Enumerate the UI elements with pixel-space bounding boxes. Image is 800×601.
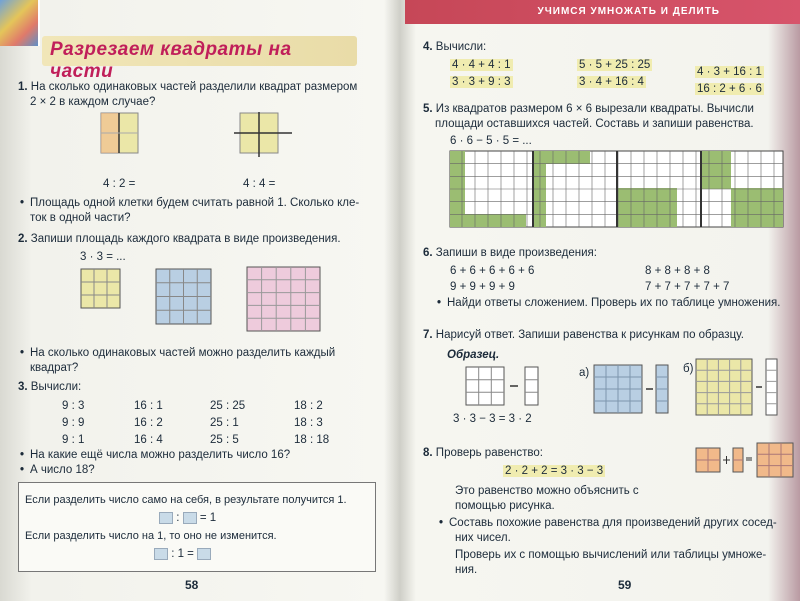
task-5 (423, 102, 793, 132)
task-2 (18, 232, 388, 247)
cut-squares-strip (449, 150, 785, 230)
page-title-text: Разрезаем квадраты на части (50, 39, 292, 82)
rule-formula (154, 547, 211, 562)
equation: 4 : 2 = (103, 178, 136, 190)
corner-sticker-image (0, 0, 40, 46)
expr-column (450, 57, 513, 91)
page-number: 58 (185, 578, 199, 592)
task-8-figure (695, 442, 797, 478)
sum-expression: 6 + 6 + 6 + 6 + 6 (450, 265, 535, 277)
equation: 6 · 6 − 5 · 5 = ... (450, 135, 532, 147)
page-title (42, 36, 357, 82)
task-text: площади оставшихся частей. Составь и запиши равенства. (435, 118, 754, 130)
task-text: Из квадратов размером 6 × 6 вырезали квадраты. Вычисли (435, 103, 754, 115)
task-1 (18, 80, 388, 110)
division-item: 16 : 1 (134, 400, 163, 412)
task-text: Запиши в виде произведения: (435, 247, 597, 259)
sum-column (645, 263, 729, 295)
bullet-text: Площадь одной клетки будем считать равной 1. Сколько кле- (30, 197, 360, 209)
division-item: 25 : 1 (210, 417, 239, 429)
task-text: Проверь равенство: (435, 447, 543, 459)
expression: 4 · 3 + 16 : 1 (697, 66, 762, 78)
blank-square (159, 512, 173, 524)
task-text: Нарисуй ответ. Запиши равенства к рисункам по образцу. (435, 329, 744, 341)
figure-b (695, 358, 785, 418)
rule-operator: : (176, 512, 180, 524)
rule-text: Если разделить число на 1, то оно не изменится. (25, 530, 277, 542)
grid-3x3 (80, 268, 122, 310)
equation: 3 · 3 = ... (80, 251, 126, 263)
division-item: 25 : 25 (210, 400, 246, 412)
task-4 (423, 40, 486, 55)
explanation-text: Это равенство можно объяснить с (455, 485, 639, 497)
grid-4x4 (155, 268, 213, 326)
blank-square (154, 548, 168, 560)
division-column (294, 398, 329, 449)
bullet-text: них чисел. (455, 532, 511, 544)
task-text: 2 × 2 в каждом случае? (30, 96, 156, 108)
task-3 (18, 380, 81, 395)
task-7 (423, 328, 744, 343)
running-header-text: УЧИМСЯ УМНОЖАТЬ И ДЕЛИТЬ (537, 6, 720, 17)
label-a: а) (579, 367, 590, 379)
task-number: 4. (423, 41, 433, 53)
expr-column (695, 64, 764, 98)
blank-square (197, 548, 211, 560)
instruction-text: Проверь их с помощью вычислений или таблицы умноже- (455, 549, 767, 561)
task-number: 2. (18, 233, 28, 245)
task-number: 1. (18, 81, 28, 93)
page-59 (405, 0, 800, 601)
task-text: Вычисли: (30, 381, 82, 393)
expression: 3 · 3 + 9 : 3 (452, 76, 511, 88)
division-item: 18 : 18 (294, 434, 330, 446)
bullet-text: Составь похожие равенства для произведений других сосед- (449, 517, 777, 529)
bullet-question (449, 516, 794, 546)
expression: 4 · 4 + 4 : 1 (452, 59, 511, 71)
division-item: 16 : 2 (134, 417, 163, 429)
task-text: На сколько одинаковых частей разделили квадрат размером (30, 81, 358, 93)
task-number: 3. (18, 381, 28, 393)
explanation-text: помощью рисунка. (455, 500, 555, 512)
sample-label: Образец. (447, 349, 500, 361)
division-item: 16 : 4 (134, 434, 163, 446)
rule-box (18, 482, 376, 572)
division-item: 9 : 3 (62, 400, 85, 412)
division-item: 9 : 9 (62, 417, 85, 429)
division-column (210, 398, 245, 449)
division-column (134, 398, 163, 449)
running-header (405, 0, 800, 24)
sample-equation: 3 · 3 − 3 = 3 · 2 (453, 413, 532, 425)
division-item: 18 : 3 (294, 417, 323, 429)
bullet-question (447, 296, 797, 311)
task-8 (423, 446, 543, 461)
division-item: 9 : 1 (62, 434, 85, 446)
task-number: 8. (423, 447, 433, 459)
instruction (455, 548, 795, 578)
expression: 16 : 2 + 6 · 6 (697, 83, 762, 95)
division-item: 25 : 5 (210, 434, 239, 446)
grid-5x5 (246, 266, 322, 334)
task-text: Вычисли: (435, 41, 487, 53)
bullet-question (30, 448, 380, 478)
bullet-text: На какие ещё числа можно разделить число 16? (30, 449, 291, 461)
bullet-question (30, 346, 380, 376)
explanation (455, 484, 785, 514)
task-text: Запиши площадь каждого квадрата в виде произведения. (30, 233, 341, 245)
expression: 3 · 4 + 16 : 4 (579, 76, 644, 88)
bullet-text: Найди ответы сложением. Проверь их по таблице умножения. (447, 297, 781, 309)
bullet-text: А число 18? (30, 464, 95, 476)
bullet-text: квадрат? (30, 362, 79, 374)
instruction-text: ния. (455, 564, 478, 576)
label-b: б) (683, 363, 694, 375)
task-number: 7. (423, 329, 433, 341)
square-quartered (234, 112, 294, 162)
figure-a (593, 364, 669, 416)
division-column (62, 398, 84, 449)
page-number: 59 (618, 578, 632, 592)
expr-column (577, 57, 652, 91)
expression: 5 · 5 + 25 : 25 (579, 59, 651, 71)
equation: 4 : 4 = (243, 178, 276, 190)
blank-square (183, 512, 197, 524)
sample-figure (465, 366, 545, 410)
task-number: 5. (423, 103, 433, 115)
sum-expression: 9 + 9 + 9 + 9 (450, 281, 515, 293)
sum-expression: 8 + 8 + 8 + 8 (645, 265, 710, 277)
rule-operator: : 1 = (171, 548, 194, 560)
division-item: 18 : 2 (294, 400, 323, 412)
equation-highlighted (503, 464, 605, 479)
sum-column (450, 263, 534, 295)
sum-expression: 7 + 7 + 7 + 7 + 7 (645, 281, 730, 293)
task-number: 6. (423, 247, 433, 259)
bullet-question (30, 196, 380, 226)
bullet-text: На сколько одинаковых частей можно разделить каждый (30, 347, 336, 359)
bullet-text: ток в одной части? (30, 212, 131, 224)
rule-result: = 1 (199, 512, 217, 524)
square-halved (100, 112, 140, 158)
task-6 (423, 246, 597, 261)
equation-text: 2 · 2 + 2 = 3 · 3 − 3 (505, 465, 604, 477)
rule-formula (159, 511, 216, 526)
rule-text: Если разделить число само на себя, в результате получится 1. (25, 494, 347, 506)
